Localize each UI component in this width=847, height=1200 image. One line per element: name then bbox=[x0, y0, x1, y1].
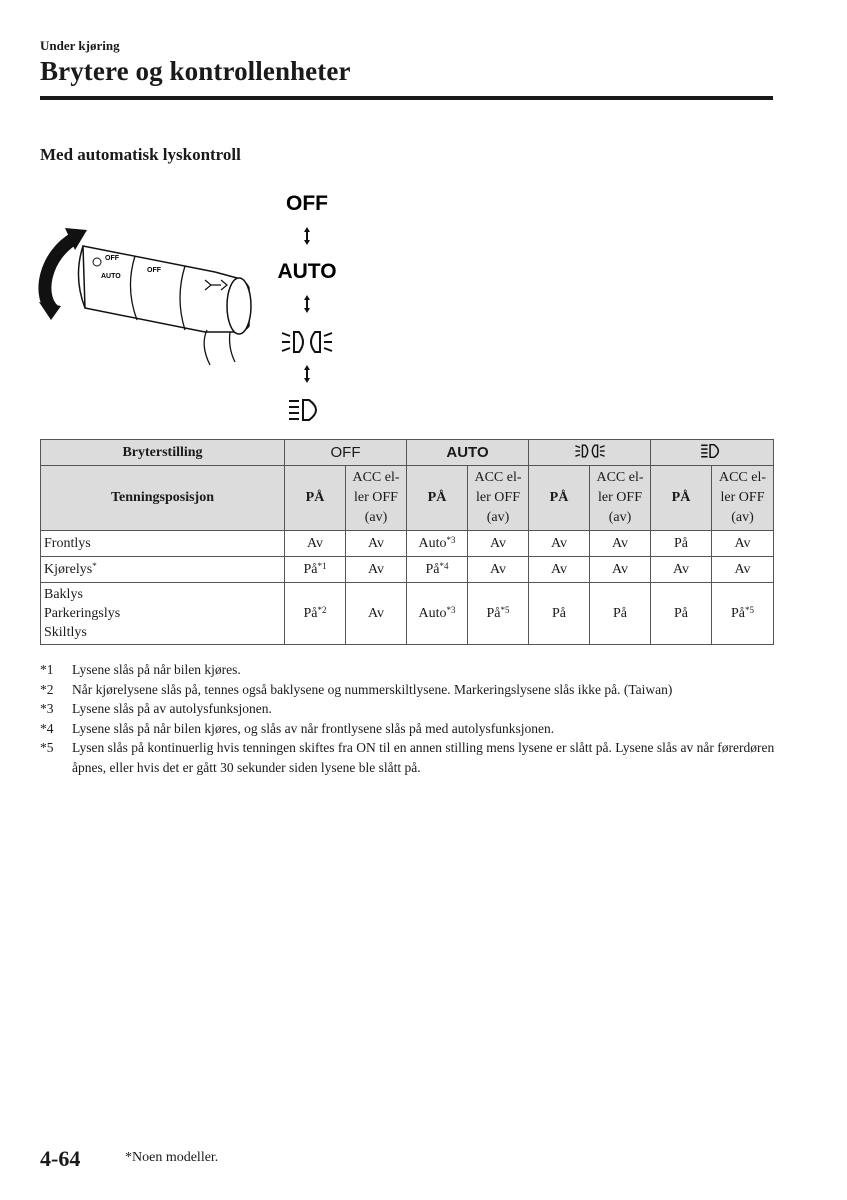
rotation-arrow-icon bbox=[39, 228, 87, 320]
up-down-arrow-icon bbox=[304, 295, 310, 313]
inner-ring-off-mark: OFF bbox=[147, 267, 161, 274]
switch-stalk bbox=[78, 246, 251, 365]
mode-off-label: OFF bbox=[286, 192, 328, 215]
footnote-mark: *4 bbox=[40, 720, 54, 736]
table-cell: Av bbox=[651, 557, 712, 583]
table-cell: Av bbox=[712, 557, 774, 583]
position-parking-header bbox=[529, 440, 651, 466]
table-cell: Av bbox=[346, 583, 407, 645]
table-cell: Av bbox=[590, 557, 651, 583]
footnote-text: Lysene slås på når bilen kjøres. bbox=[72, 662, 241, 677]
switch-position-header: Bryterstilling bbox=[41, 440, 285, 466]
ignition-on-header: PÅ bbox=[529, 466, 590, 531]
ignition-on-header: PÅ bbox=[651, 466, 712, 531]
table-cell: Auto$^{*3}$ bbox=[407, 583, 468, 645]
table-cell: $På^{*5}$ bbox=[712, 583, 774, 645]
table-cell: På bbox=[651, 583, 712, 645]
light-status-table bbox=[40, 439, 774, 645]
footnote-text: Lysen slås på kontinuerlig hvis tenningen skiftes fra ON til en annen stilling mens lysene er slått på. Lysene slås av når førerdøren åpnes, eller hvis det er gått 30 sekunder siden lysene ble slått på. bbox=[72, 740, 775, 775]
footnote bbox=[40, 699, 780, 719]
table-header-row bbox=[41, 440, 774, 466]
footnote-mark: *2 bbox=[40, 681, 54, 697]
subheading: Med automatisk lyskontroll bbox=[40, 145, 241, 164]
table-cell: Av bbox=[712, 531, 774, 557]
table-row bbox=[41, 583, 774, 645]
footnote-mark: *1 bbox=[40, 662, 54, 677]
page-title: Brytere og kontrollenheter bbox=[40, 56, 351, 86]
footnote bbox=[40, 719, 780, 739]
footnote-mark: *3 bbox=[40, 701, 54, 716]
table-cell: Av bbox=[468, 531, 529, 557]
row-label-frontlys: Frontlys bbox=[41, 531, 285, 557]
footnote bbox=[40, 680, 780, 700]
position-headlights-header bbox=[651, 440, 774, 466]
position-auto-header: AUTO bbox=[407, 440, 529, 466]
light-switch-diagram bbox=[25, 180, 385, 430]
table-cell: På bbox=[529, 583, 590, 645]
footnote-text: Lysene slås på når bilen kjøres, og slås av når frontlysene slås på med autolysfunksjonen. bbox=[72, 720, 555, 736]
footnote-mark: *5 bbox=[40, 740, 54, 755]
mode-auto-label: AUTO bbox=[277, 260, 337, 283]
row-label-kjorelys: Kjørelys* bbox=[41, 557, 285, 583]
model-note: *Noen modeller. bbox=[125, 1150, 219, 1165]
parking-lights-icon bbox=[282, 332, 332, 352]
ignition-acc-header: ACC el- ler OFF (av) bbox=[468, 466, 529, 531]
table-row bbox=[41, 531, 774, 557]
light-switch-illustration bbox=[25, 180, 385, 430]
footnote-text: Lysene slås på av autolysfunksjonen. bbox=[72, 701, 272, 716]
table-cell: På bbox=[590, 583, 651, 645]
table-cell: $På^{*2}$ bbox=[285, 583, 346, 645]
ignition-position-header: Tenningsposisjon bbox=[41, 466, 285, 531]
ignition-acc-header: ACC el- ler OFF (av) bbox=[590, 466, 651, 531]
table-cell: Av bbox=[529, 531, 590, 557]
table-subheader-row bbox=[41, 466, 774, 531]
table-cell: Av bbox=[346, 531, 407, 557]
up-down-arrow-icon bbox=[304, 365, 310, 383]
table-cell: Av bbox=[529, 557, 590, 583]
ignition-on-header: PÅ bbox=[285, 466, 346, 531]
table-cell: Av bbox=[590, 531, 651, 557]
ignition-acc-header: ACC el- ler OFF (av) bbox=[712, 466, 774, 531]
table-cell: På bbox=[651, 531, 712, 557]
title-divider bbox=[40, 96, 773, 100]
section-label: Under kjøring bbox=[40, 38, 120, 53]
footnote-text: Når kjørelysene slås på, tennes også baklysene og nummerskiltlysene. Markeringslysene slås ikke på. (Taiwan) bbox=[72, 681, 673, 697]
page-number: 4-64 bbox=[40, 1146, 81, 1171]
up-down-arrow-icon bbox=[304, 227, 310, 245]
table-cell: Av bbox=[468, 557, 529, 583]
table-cell: Av bbox=[285, 531, 346, 557]
ring-off-mark: OFF bbox=[105, 255, 119, 262]
footnote bbox=[40, 738, 780, 777]
footnotes bbox=[40, 660, 780, 777]
table-cell: $På^{*4}$ bbox=[407, 557, 468, 583]
footnote bbox=[40, 660, 780, 680]
table-cell: $På^{*5}$ bbox=[468, 583, 529, 645]
headlights-icon bbox=[289, 400, 316, 420]
headlights-icon bbox=[700, 444, 724, 458]
table-row bbox=[41, 557, 774, 583]
position-off-header: OFF bbox=[285, 440, 407, 466]
ignition-acc-header: ACC el- ler OFF (av) bbox=[346, 466, 407, 531]
table-cell: $På^{*1}$ bbox=[285, 557, 346, 583]
table-cell: Auto$^{*3}$ bbox=[407, 531, 468, 557]
ignition-on-header: PÅ bbox=[407, 466, 468, 531]
table-cell: Av bbox=[346, 557, 407, 583]
parking-lights-icon bbox=[574, 444, 606, 458]
ring-auto-mark: AUTO bbox=[101, 273, 121, 280]
row-label-baklys-group: Baklys Parkeringslys Skiltlys bbox=[41, 583, 285, 645]
